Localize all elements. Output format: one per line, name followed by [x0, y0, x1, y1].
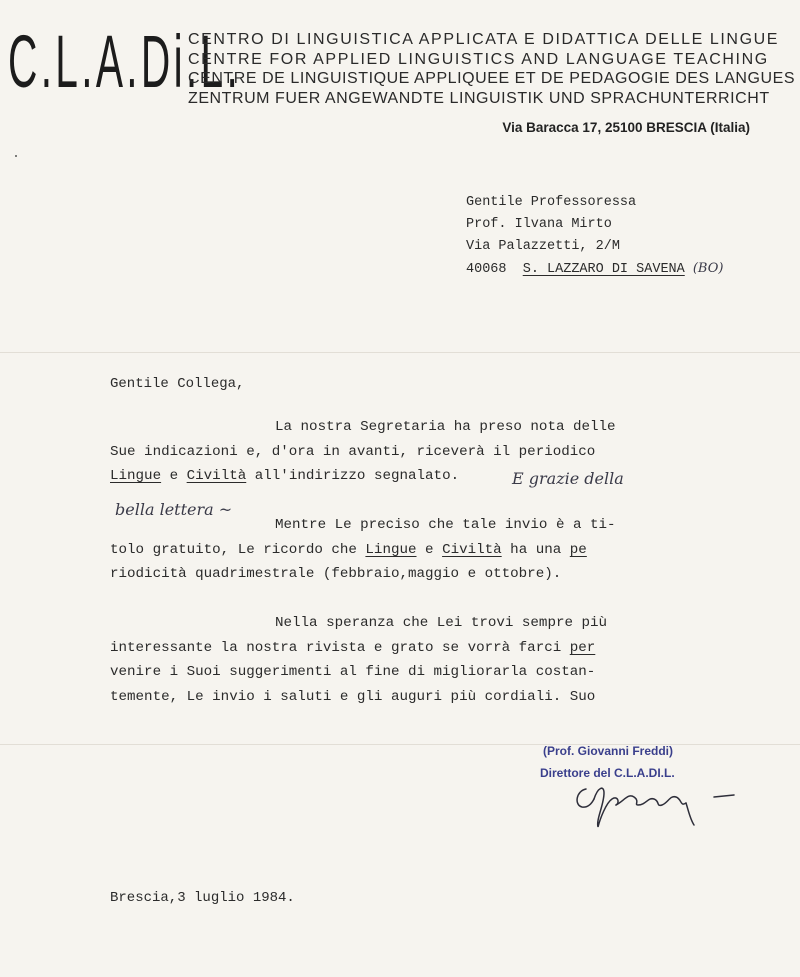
- letterhead-line-french: CENTRE DE LINGUISTIQUE APPLIQUEE ET DE PEDAGOGIE DES LANGUES: [188, 70, 796, 87]
- body-text-fragment: ha una: [501, 541, 570, 558]
- recipient-city-line: [466, 258, 723, 281]
- body-text-fragment: per: [569, 639, 596, 656]
- salutation: Gentile Collega,: [110, 376, 245, 392]
- recipient-province: (BO): [692, 261, 724, 276]
- body-line: [110, 636, 616, 661]
- stamp-title: Direttore del C.L.A.DI.L.: [540, 766, 675, 780]
- body-text-fragment: all'indirizzo segnalato.: [246, 468, 460, 484]
- body-text-fragment: interessante la nostra rivista e grato se vorrà farci: [110, 639, 570, 656]
- body-line: [110, 538, 616, 563]
- recipient-block: [466, 192, 723, 281]
- journal-title-civilta: Civiltà: [186, 468, 247, 484]
- letterhead-lines: [188, 30, 795, 108]
- handwritten-note-continued: bella lettera ~: [115, 500, 233, 519]
- body-line: venire i Suoi suggerimenti al fine di migliorarla costan-: [110, 664, 596, 680]
- letterhead-line-german: ZENTRUM FUER ANGEWANDTE LINGUISTIK UND SPRACHUNTERRICHT: [188, 89, 770, 107]
- paper-mark: [15, 155, 17, 157]
- journal-title-civilta: Civiltà: [442, 541, 502, 558]
- place-and-date: Brescia,3 luglio 1984.: [110, 890, 295, 906]
- recipient-line: Via Palazzetti, 2/M: [466, 239, 620, 254]
- body-text-fragment: e: [416, 541, 443, 558]
- recipient-line: Prof. Ilvana Mirto: [466, 217, 612, 232]
- journal-title-lingue: Lingue: [110, 468, 162, 484]
- handwritten-note: E grazie della: [512, 469, 624, 488]
- body-text-fragment: pe: [569, 541, 587, 558]
- body-line: Sue indicazioni e, d'ora in avanti, riceverà il periodico: [110, 443, 596, 460]
- logo: C.L.A.Di.L.: [8, 20, 242, 103]
- handwritten-signature: [568, 775, 758, 835]
- recipient-line: Gentile Professoressa: [466, 195, 637, 210]
- journal-title-lingue: Lingue: [365, 541, 417, 558]
- recipient-city: S. LAZZARO DI SAVENA: [522, 262, 685, 277]
- letterhead-line-english: CENTRE FOR APPLIED LINGUISTICS AND LANGUAGE TEACHING: [188, 50, 769, 68]
- body-line: Nella speranza che Lei trovi sempre più: [275, 615, 608, 631]
- body-line: riodicità quadrimestrale (febbraio,maggio e ottobre).: [110, 566, 562, 582]
- line-gap: [110, 587, 616, 612]
- body-line: temente, Le invio i saluti e gli auguri più cordiali. Suo: [110, 688, 596, 705]
- fold-line: [0, 352, 800, 353]
- body-line: Mentre Le preciso che tale invio è a ti-: [275, 517, 616, 533]
- body-text-fragment: tolo gratuito, Le ricordo che: [110, 541, 366, 558]
- recipient-postcode: 40068: [466, 262, 507, 277]
- stamp-name: (Prof. Giovanni Freddi): [543, 744, 674, 758]
- letterhead-line-italian: CENTRO DI LINGUISTICA APPLICATA E DIDATTICA DELLE LINGUE: [188, 31, 780, 48]
- fold-line: [0, 744, 800, 745]
- body-text-fragment: e: [161, 468, 187, 484]
- letter-body: [110, 415, 616, 709]
- sender-address: Via Baracca 17, 25100 BRESCIA (Italia): [502, 120, 750, 135]
- body-line: La nostra Segretaria ha preso nota delle: [275, 419, 616, 435]
